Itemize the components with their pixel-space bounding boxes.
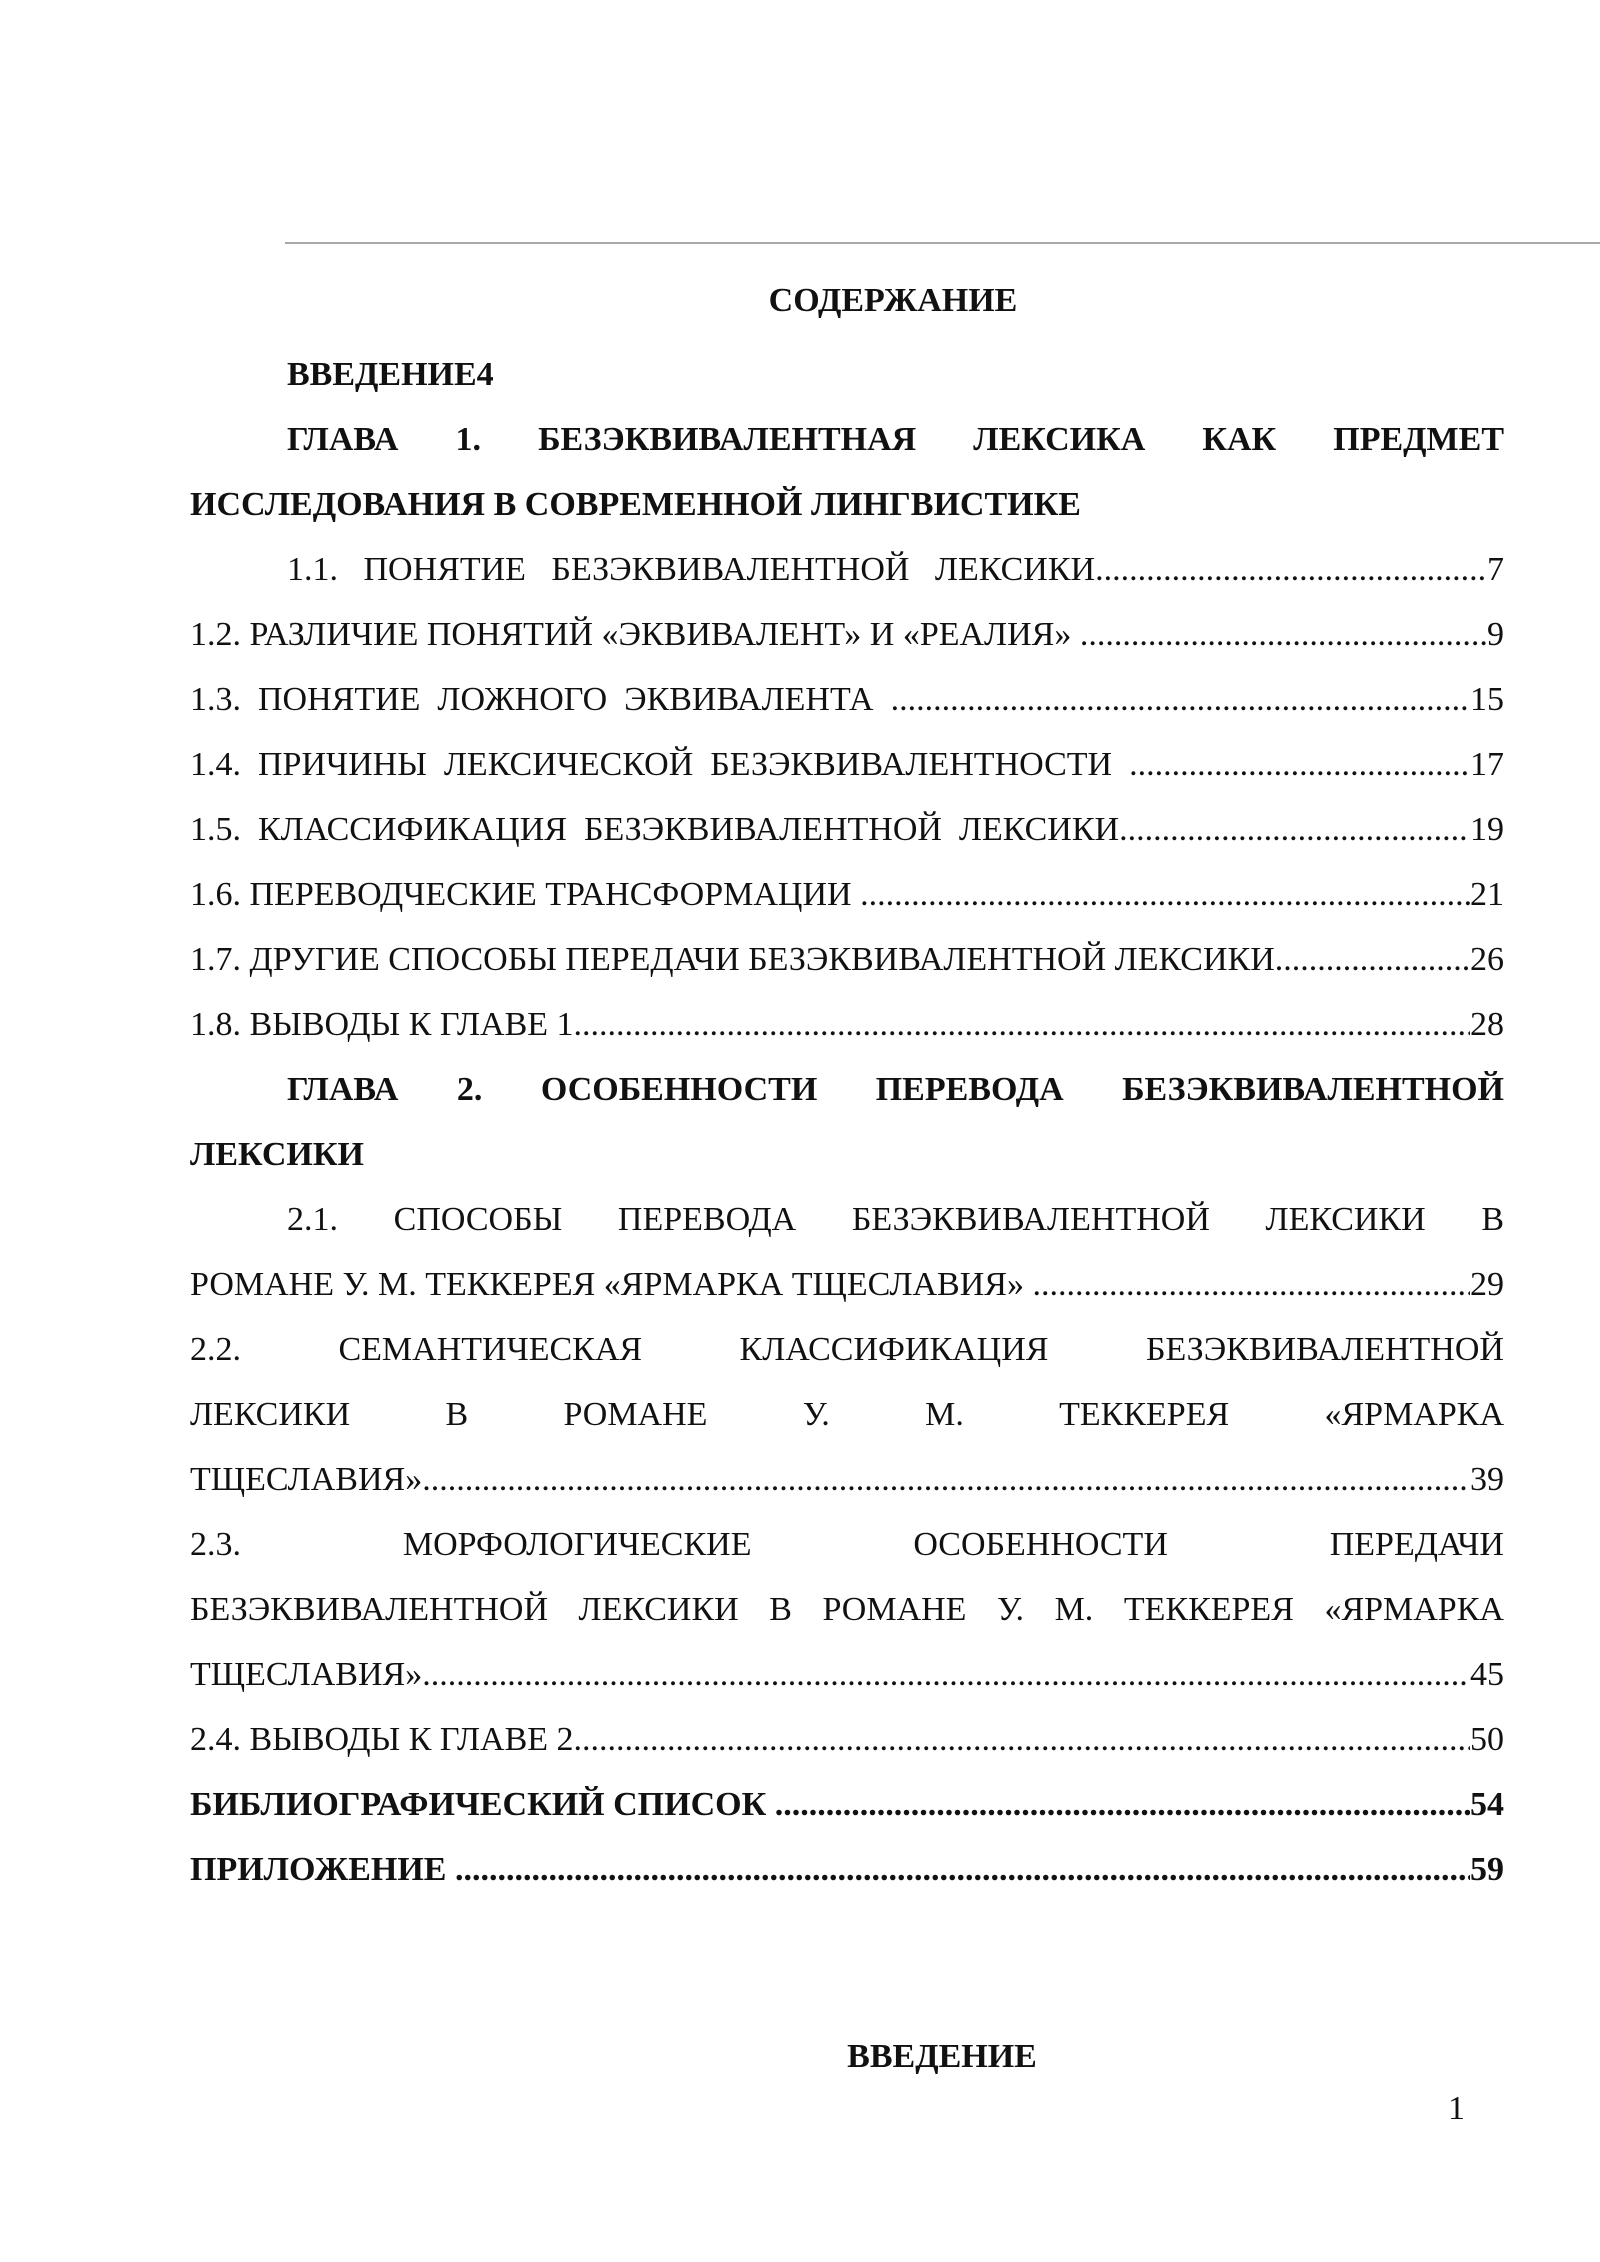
- toc-item-1-4[interactable]: [190, 742, 1504, 788]
- word: КАК: [1202, 421, 1277, 458]
- dot-leader: [422, 1652, 1470, 1698]
- toc-item-1-6[interactable]: [190, 872, 1504, 918]
- word: ПРЕДМЕТ: [1333, 421, 1504, 458]
- toc-page-number: 59: [1470, 1851, 1504, 1888]
- toc-page-number: 28: [1470, 1006, 1504, 1043]
- toc-item-2-3-line2: [190, 1587, 1504, 1633]
- toc-page-number: 17: [1470, 746, 1504, 783]
- dot-leader: [455, 1847, 1470, 1893]
- dot-leader: [1119, 807, 1470, 853]
- next-section-title: ВВЕДЕНИЕ: [847, 2038, 1037, 2075]
- toc-item-text: РОМАНЕ У. М. ТЕККЕРЕЯ «ЯРМАРКА ТЩЕСЛАВИЯ»: [190, 1266, 1033, 1303]
- word: ГЛАВА: [287, 1071, 399, 1108]
- toc-item-text: 1.6. ПЕРЕВОДЧЕСКИЕ ТРАНСФОРМАЦИИ: [190, 876, 861, 913]
- word: ТЕККЕРЕЯ: [1123, 1591, 1294, 1628]
- word: СПОСОБЫ: [393, 1201, 563, 1238]
- toc-item-2-2[interactable]: [190, 1457, 1504, 1503]
- page-number: 1: [1448, 2090, 1465, 2127]
- toc-page-number: 15: [1470, 681, 1504, 718]
- toc-item-text: ТЩЕСЛАВИЯ»: [190, 1461, 423, 1498]
- toc-item-2-3-line1: [190, 1522, 1504, 1568]
- word: БЕЗЭКВИВАЛЕНТНОЙ: [1145, 1331, 1504, 1368]
- toc-chapter2-line1: [287, 1067, 1504, 1113]
- dot-leader: [860, 872, 1470, 918]
- dot-leader: [891, 677, 1470, 723]
- word: У.: [802, 1396, 830, 1433]
- dot-leader: [422, 1457, 1470, 1503]
- toc-page-number: 45: [1470, 1656, 1504, 1693]
- dot-leader: [775, 1782, 1470, 1828]
- toc-item-2-3[interactable]: [190, 1652, 1504, 1698]
- word: ЛЕКСИКИ: [578, 1591, 739, 1628]
- word: 2.1.: [287, 1201, 338, 1238]
- word: ПЕРЕВОДА: [617, 1201, 797, 1238]
- toc-item-2-2-line2: [190, 1392, 1504, 1438]
- toc-page-number: 50: [1470, 1721, 1504, 1758]
- toc-page-number: 9: [1487, 616, 1504, 653]
- toc-item-text: БИБЛИОГРАФИЧЕСКИЙ СПИСОК: [190, 1786, 775, 1823]
- dot-leader: [1275, 937, 1470, 983]
- word: М.: [925, 1396, 964, 1433]
- word: ОСОБЕННОСТИ: [540, 1071, 818, 1108]
- word: 2.2.: [190, 1331, 241, 1368]
- word: ПЕРЕВОДА: [875, 1071, 1064, 1108]
- word: 2.3.: [190, 1526, 241, 1563]
- toc-item-text: 1.1. ПОНЯТИЕ БЕЗЭКВИВАЛЕНТНОЙ ЛЕКСИКИ: [287, 551, 1096, 588]
- word: 1.: [455, 421, 482, 458]
- toc-chapter1-line2: ИССЛЕДОВАНИЯ В СОВРЕМЕННОЙ ЛИНГВИСТИКЕ: [190, 486, 1081, 523]
- toc-item-text: 1.7. ДРУГИЕ СПОСОБЫ ПЕРЕДАЧИ БЕЗЭКВИВАЛЕНТНОЙ ЛЕКСИКИ: [190, 941, 1275, 978]
- toc-page-number: 39: [1470, 1461, 1504, 1498]
- toc-bibliography[interactable]: [190, 1782, 1504, 1828]
- dot-leader: [1080, 612, 1487, 658]
- toc-item-2-4[interactable]: [190, 1717, 1504, 1763]
- toc-item-1-7[interactable]: [190, 937, 1504, 983]
- toc-page-number: 7: [1487, 551, 1504, 588]
- toc-page-number: 26: [1470, 941, 1504, 978]
- word: «ЯРМАРКА: [1324, 1396, 1504, 1433]
- toc-item-1-1[interactable]: [287, 547, 1504, 593]
- dot-leader: [1129, 742, 1470, 788]
- toc-page-number: 21: [1470, 876, 1504, 913]
- word: В: [769, 1591, 792, 1628]
- word: РОМАНЕ: [563, 1396, 708, 1433]
- toc-item-text: 1.5. КЛАССИФИКАЦИЯ БЕЗЭКВИВАЛЕНТНОЙ ЛЕКСИКИ: [190, 811, 1120, 848]
- word: ОСОБЕННОСТИ: [913, 1526, 1168, 1563]
- toc-item-2-1-line1: [287, 1197, 1504, 1243]
- word: М.: [1054, 1591, 1094, 1628]
- toc-item-1-2[interactable]: [190, 612, 1504, 658]
- word: 2.: [456, 1071, 483, 1108]
- dot-leader: [574, 1717, 1470, 1763]
- toc-page-number: 19: [1470, 811, 1504, 848]
- toc-item-1-3[interactable]: [190, 677, 1504, 723]
- toc-item-text: ТЩЕСЛАВИЯ»: [190, 1656, 423, 1693]
- word: В: [445, 1396, 469, 1433]
- toc-item-text: 1.8. ВЫВОДЫ К ГЛАВЕ 1: [190, 1006, 574, 1043]
- toc-item-2-2-line1: [190, 1327, 1504, 1373]
- word: ЛЕКСИКА: [973, 421, 1146, 458]
- word: В: [1481, 1201, 1504, 1238]
- toc-appendix[interactable]: [190, 1847, 1504, 1893]
- toc-page-number: 29: [1470, 1266, 1504, 1303]
- header-rule: [285, 242, 1600, 244]
- dot-leader: [574, 1002, 1470, 1048]
- word: РОМАНЕ: [822, 1591, 967, 1628]
- toc-item-text: 1.4. ПРИЧИНЫ ЛЕКСИЧЕСКОЙ БЕЗЭКВИВАЛЕНТНОСТИ: [190, 746, 1130, 783]
- toc-item-text: 1.3. ПОНЯТИЕ ЛОЖНОГО ЭКВИВАЛЕНТА: [190, 681, 891, 718]
- word: КЛАССИФИКАЦИЯ: [739, 1331, 1049, 1368]
- word: ПЕРЕДАЧИ: [1329, 1526, 1504, 1563]
- word: БЕЗЭКВИВАЛЕНТНОЙ: [190, 1591, 548, 1628]
- toc-page-number: 54: [1470, 1786, 1504, 1823]
- word: БЕЗЭКВИВАЛЕНТНОЙ: [851, 1201, 1210, 1238]
- word: СЕМАНТИЧЕСКАЯ: [338, 1331, 643, 1368]
- dot-leader: [1032, 1262, 1470, 1308]
- toc-chapter1-line1: [287, 417, 1504, 463]
- page-title: СОДЕРЖАНИЕ: [768, 282, 1018, 319]
- toc-item-text: 1.2. РАЗЛИЧИЕ ПОНЯТИЙ «ЭКВИВАЛЕНТ» И «РЕАЛИЯ»: [190, 616, 1080, 653]
- toc-item-2-1[interactable]: [190, 1262, 1504, 1308]
- word: У.: [997, 1591, 1025, 1628]
- word: ЛЕКСИКИ: [190, 1396, 351, 1433]
- word: БЕЗЭКВИВАЛЕНТНАЯ: [538, 421, 917, 458]
- word: БЕЗЭКВИВАЛЕНТНОЙ: [1122, 1071, 1504, 1108]
- toc-item-1-5[interactable]: [190, 807, 1504, 853]
- word: «ЯРМАРКА: [1324, 1591, 1504, 1628]
- toc-item-1-8[interactable]: [190, 1002, 1504, 1048]
- word: ГЛАВА: [287, 421, 399, 458]
- word: МОРФОЛОГИЧЕСКИЕ: [402, 1526, 752, 1563]
- dot-leader: [1095, 547, 1487, 593]
- word: ТЕККЕРЕЯ: [1059, 1396, 1230, 1433]
- toc-intro: ВВЕДЕНИЕ4: [287, 356, 494, 393]
- toc-item-text: ПРИЛОЖЕНИЕ: [190, 1851, 455, 1888]
- word: ЛЕКСИКИ: [1265, 1201, 1426, 1238]
- toc-item-text: 2.4. ВЫВОДЫ К ГЛАВЕ 2: [190, 1721, 574, 1758]
- toc-chapter2-line2: ЛЕКСИКИ: [190, 1136, 364, 1173]
